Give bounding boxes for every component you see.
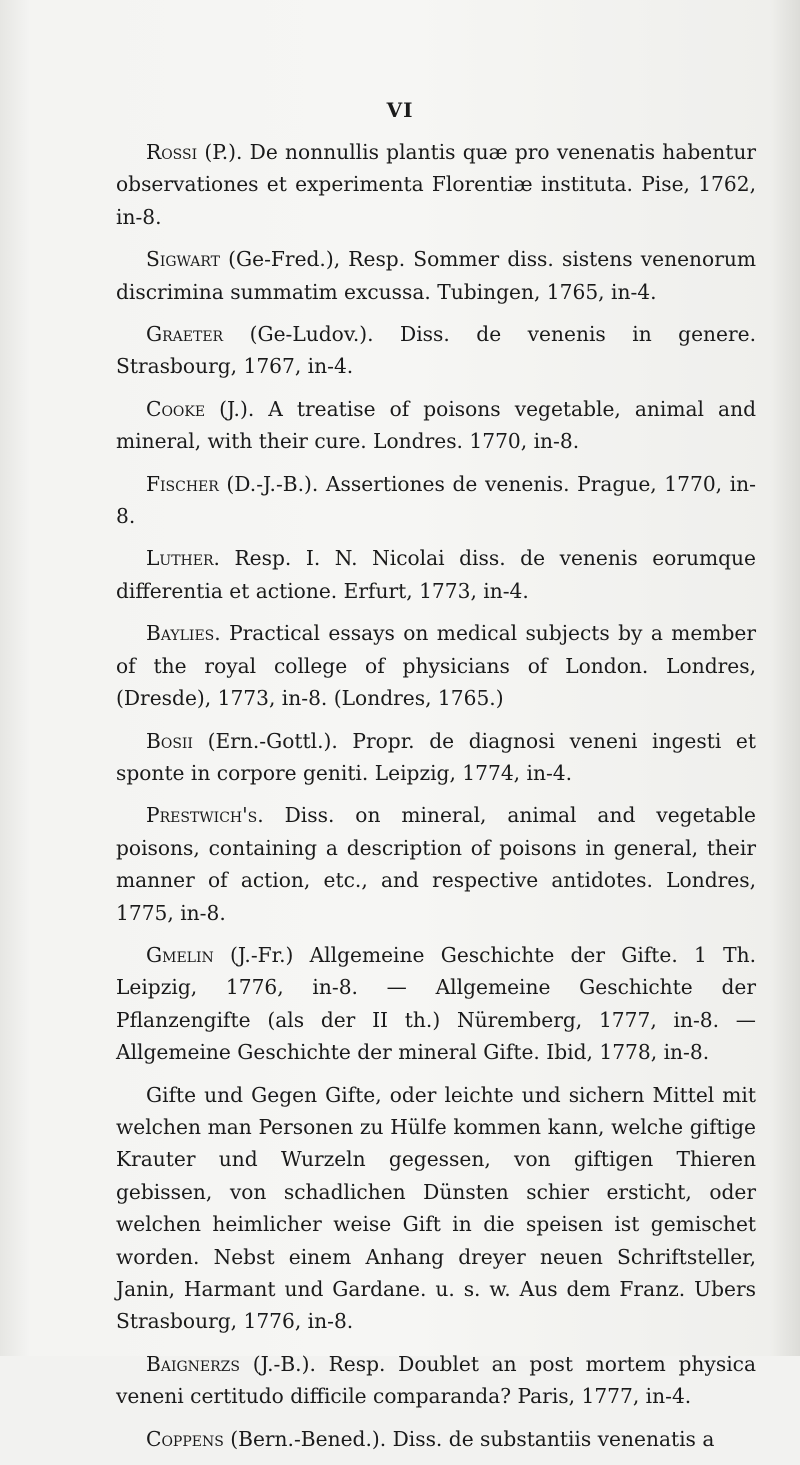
entry-author: Sigwart [146, 247, 220, 272]
bibliography-entry [116, 799, 756, 929]
entry-text: (J.-B.). Resp. Doublet an post mortem physica veneni certitudo difficile comparanda? Paris, 1777, in-4. [116, 1351, 756, 1409]
bibliography-entry [116, 1348, 756, 1413]
entry-text: Resp. I. N. Nicolai diss. de venenis eorumque differentia et actione. Erfurt, 1773, in-4. [116, 546, 756, 603]
bibliography-entry [116, 1079, 756, 1338]
entry-text: (J.). A treatise of poisons vegetable, animal and mineral, with their cure. Londres. 1770, in-8. [116, 396, 756, 454]
bibliography-entry [116, 939, 756, 1069]
bibliography-entry [116, 617, 756, 714]
page-number: VI [386, 98, 414, 122]
entry-text: (P.). De nonnullis plantis quæ pro venenatis habentur observationes et experimenta Florentiæ instituta. Pise, 1762, in-8. [116, 140, 756, 229]
entry-author: Prestwich's. [146, 803, 264, 828]
bibliography-entry [116, 136, 756, 233]
entry-author: Baignerzs [146, 1351, 240, 1376]
bibliography-entry [116, 725, 756, 790]
bibliography-entry [116, 542, 756, 607]
entry-text: Diss. on mineral, animal and vegetable poisons, containing a description of poisons in general, their manner of action, etc., and respective antidotes. Londres, 1775, in-8. [116, 803, 756, 925]
bibliography-entry [116, 468, 756, 533]
entry-text: (D.-J.-B.). Assertiones de venenis. Prague, 1770, in-8. [116, 471, 756, 529]
entry-text: Gifte und Gegen Gifte, oder leichte und sichern Mittel mit welchen man Personen zu Hülfe kommen kann, welche giftige Krauter und Wurzeln gegessen, von giftigen Thieren gebissen, von schadlichen Dünsten schier ersticht, oder welchen heimlicher weise Gift in die speisen ist gemischet worden. Nebst einem Anhang dreyer neuen Schriftsteller, Janin, Harmant und Gardane. u. s. w. Aus dem Franz. Ubers Strasbourg, 1776, in-8. [116, 1082, 756, 1334]
entry-text: (Bern.-Bened.). Diss. de substantiis venenatis a [223, 1426, 715, 1451]
entry-author: Luther. [146, 546, 220, 571]
entry-author: Bosii [146, 728, 193, 753]
entry-author: Fischer [146, 471, 219, 496]
bibliography-entry [116, 1423, 756, 1455]
bibliography-entry [116, 393, 756, 458]
bibliography-entry [116, 318, 756, 383]
entry-text: Practical essays on medical subjects by a member of the royal college of physicians of London. Londres, (Dresde), 1773, in-8. (Londres, 1765.) [116, 621, 756, 711]
entry-author: Coppens [146, 1426, 224, 1451]
entry-text: (Ge-Fred.), Resp. Sommer diss. sistens venenorum discrimina summatim excussa. Tubingen, 1765, in-4. [116, 247, 756, 304]
entry-author: Baylies. [146, 621, 221, 646]
entry-author: Rossi [146, 140, 198, 164]
entry-text: (J.-Fr.) Allgemeine Geschichte der Gifte. 1 Th. Leipzig, 1776, in-8. — Allgemeine Geschichte der Pflanzengifte (als der II th.) Nüremberg, 1777, in-8. — Allgemeine Geschichte der mineral Gifte. Ibid, 1778, in-8. [116, 942, 756, 1065]
entry-author: Gmelin [146, 942, 214, 967]
entry-text: (Ge-Ludov.). Diss. de venenis in genere. Strasbourg, 1767, in-4. [116, 322, 756, 379]
bibliography-entry [116, 243, 756, 308]
entry-author: Graeter [146, 322, 224, 347]
bibliography-list [116, 136, 756, 1465]
entry-author: Cooke [146, 396, 206, 421]
entry-text: (Ern.-Gottl.). Propr. de diagnosi veneni ingesti et sponte in corpore geniti. Leipzig, 1774, in-4. [116, 728, 756, 785]
